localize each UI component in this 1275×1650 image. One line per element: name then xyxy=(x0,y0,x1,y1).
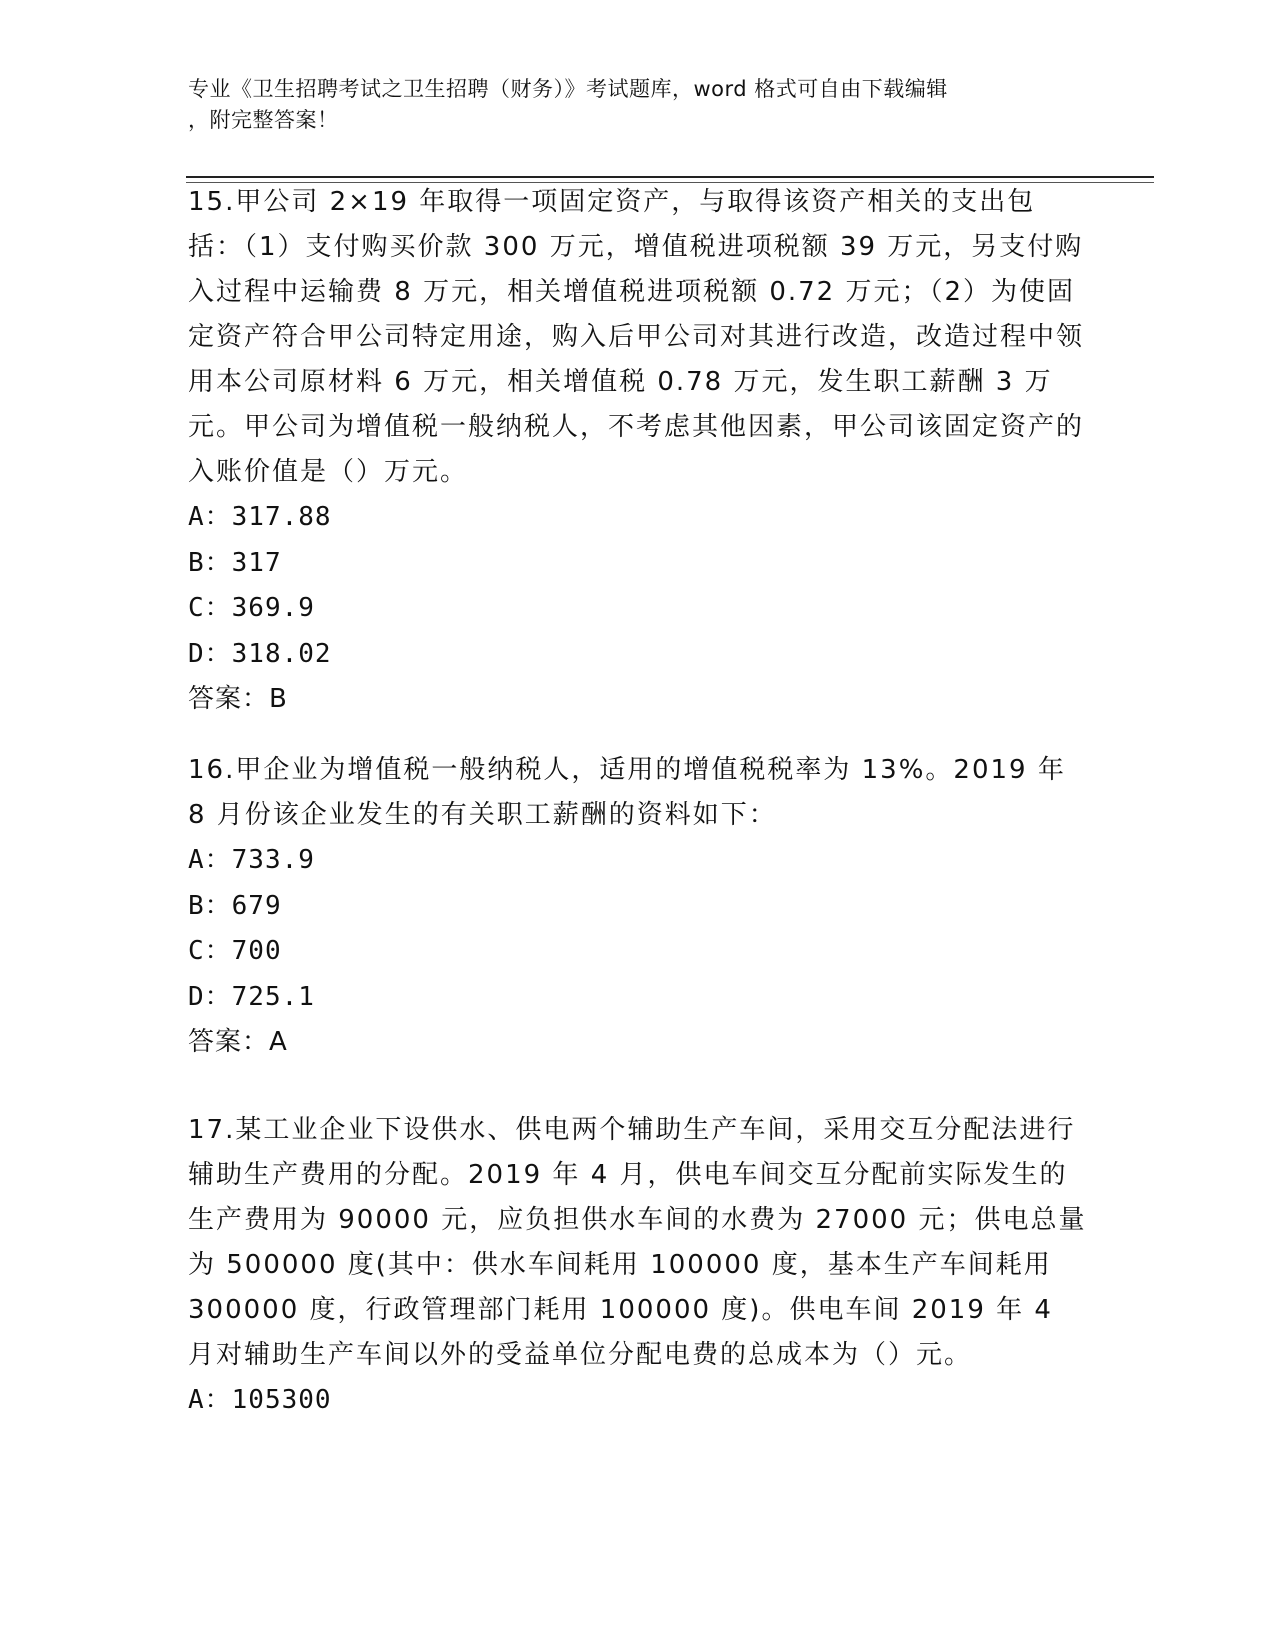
answer: 答案：B xyxy=(188,684,288,714)
option-a: A：733.9 xyxy=(188,845,315,875)
header-line-1: 专业《卫生招聘考试之卫生招聘（财务）》考试题库，word 格式可自由下载编辑 xyxy=(188,77,948,101)
question-15 xyxy=(188,180,1088,722)
question-text: 15.甲公司 2×19 年取得一项固定资产，与取得该资产相关的支出包括：（1）支付购买价款 300 万元，增值税进项税额 39 万元，另支付购入过程中运输费 8 万元，相关增值税进项税额 0.72 万元；（2）为使固定资产符合甲公司特定用途，购入后甲公司对其进行改造，改造过程中领用本公司原材料 6 万元，相关增值税 0.78 万元，发生职工薪酬 3 万元。甲公司为增值税一般纳税人，不考虑其他因素，甲公司该固定资产的入账价值是（）万元。 xyxy=(188,187,1085,487)
question-text: 16.甲企业为增值税一般纳税人，适用的增值税税率为 13%。2019 年 8 月份该企业发生的有关职工薪酬的资料如下： xyxy=(188,755,1066,830)
question-text: 17.某工业企业下设供水、供电两个辅助生产车间，采用交互分配法进行辅助生产费用的分配。2019 年 4 月，供电车间交互分配前实际发生的生产费用为 90000 元，应负担供水车间的水费为 27000 元；供电总量为 500000 度(其中：供水车间耗用 100000 度，基本生产车间耗用 300000 度，行政管理部门耗用 100000 度)。供电车间 2019 年 4 月对辅助生产车间以外的受益单位分配电费的总成本为（）元。 xyxy=(188,1115,1087,1370)
option-d: D：725.1 xyxy=(188,981,315,1012)
option-b: B：679 xyxy=(188,890,282,921)
question-16 xyxy=(188,748,1088,1065)
document-header xyxy=(188,74,1088,136)
option-b: B：317 xyxy=(188,547,282,578)
header-divider-thick xyxy=(186,176,1154,178)
option-a: A：317.88 xyxy=(188,502,332,532)
option-c: C：369.9 xyxy=(188,593,315,623)
header-line-2: ，附完整答案！ xyxy=(188,108,339,132)
answer: 答案：A xyxy=(188,1027,288,1057)
option-a: A：105300 xyxy=(188,1385,332,1415)
option-c: C：700 xyxy=(188,936,282,966)
option-d: D：318.02 xyxy=(188,638,332,669)
question-17 xyxy=(188,1108,1088,1424)
